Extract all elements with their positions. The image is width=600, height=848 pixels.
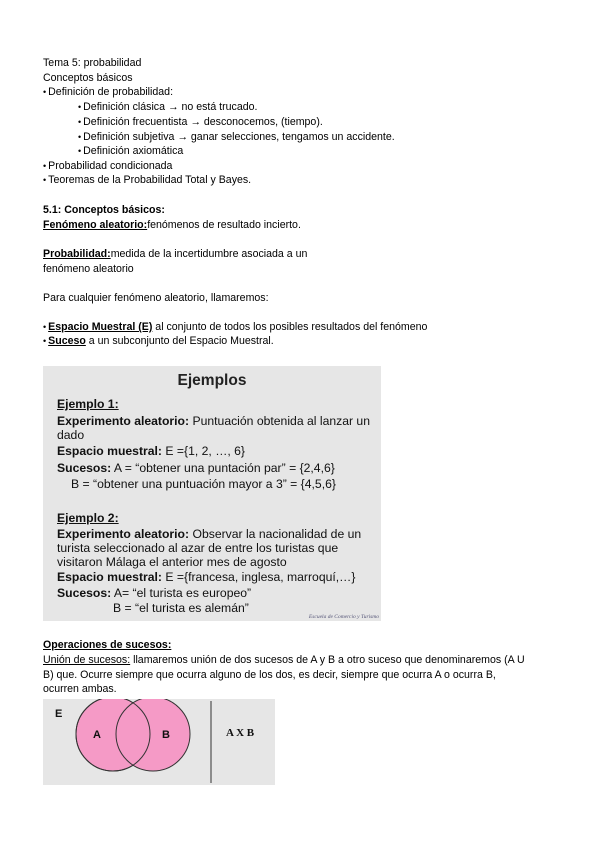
espacio-text: al conjunto de todos los posibles resultados del fenómeno (152, 321, 428, 333)
bullet-condicionada-text: Probabilidad condicionada (48, 160, 173, 172)
ex1-heading (57, 397, 119, 412)
doc-subtitle: Conceptos básicos (43, 72, 133, 84)
ex2-sucesos-a (57, 586, 251, 601)
ex1-exp-text: Puntuación obtenida al lanzar un (189, 414, 370, 428)
ex1-suc-a: A = “obtener una puntación par” = {2,4,6} (111, 461, 335, 475)
ex1-space-label: Espacio muestral: (57, 444, 162, 458)
sub-item-subjetiva: • Definición subjetiva → ganar selecciones, tengamos un accidente. (78, 131, 395, 143)
venn-diagram (43, 699, 275, 785)
bullet-teoremas-text: Teoremas de la Probabilidad Total y Bayes. (48, 174, 252, 186)
probabilidad-definition (43, 248, 307, 261)
ex2-experiment-cont2: visitaron Málaga el anterior mes de agosto (57, 555, 287, 569)
bullet-definicion: • Definición de probabilidad: (43, 86, 174, 98)
bullet-condicionada: • Probabilidad condicionada (43, 160, 173, 172)
examples-title: Ejemplos (177, 372, 247, 389)
venn-label-b: B (162, 729, 170, 741)
ex1-space-text: E ={1, 2, …, 6} (162, 444, 245, 458)
sub-item-text: Definición axiomática (83, 145, 184, 157)
ex1-sucesos-b: B = “obtener una puntuación mayor a 3” = {4,5,6} (71, 477, 336, 491)
ex1-experiment (57, 414, 370, 429)
operations-heading: Operaciones de sucesos: (43, 639, 172, 651)
ex2-experiment-cont: turista seleccionado al azar de entre los turistas que (57, 541, 339, 555)
ex2-suc-label: Sucesos: (57, 586, 112, 600)
doc-title: Tema 5: probabilidad (43, 57, 142, 69)
union-term: Unión de sucesos: (43, 654, 131, 666)
ex2-sucesos-b: B = “el turista es alemán” (113, 601, 249, 615)
ex1-sucesos-a (57, 461, 335, 476)
probabilidad-term: Probabilidad: (43, 248, 111, 260)
suceso-item: • Suceso a un subconjunto del Espacio Muestral. (43, 335, 274, 347)
union-text-cont: B) que. Ocurre siempre que ocurra alguno de los dos, es decir, siempre que ocurra A o ocurra B, (43, 669, 496, 681)
sub-item-frecuentista: • Definición frecuentista → desconocemos, (tiempo). (78, 116, 323, 128)
ex2-heading (57, 511, 119, 526)
fenomeno-definition (43, 219, 301, 232)
ex1-experiment-cont: dado (57, 428, 85, 442)
sub-item-text: Definición clásica → no está trucado. (83, 101, 258, 113)
intro-text: Para cualquier fenómeno aleatorio, llamaremos: (43, 292, 269, 304)
ex1-space (57, 444, 245, 459)
bullet-teoremas: • Teoremas de la Probabilidad Total y Bayes. (43, 174, 252, 186)
union-definition (43, 654, 525, 667)
ex2-space-text: E ={francesa, inglesa, marroquí,…} (162, 570, 356, 584)
venn-operation-label: A X B (226, 727, 255, 739)
suceso-term: Suceso (48, 335, 86, 347)
venn-svg (43, 699, 275, 785)
sub-item-clasica: • Definición clásica → no está trucado. (78, 101, 258, 113)
ex2-heading-text: Ejemplo 2: (57, 511, 119, 525)
espacio-term: Espacio Muestral (E) (48, 321, 153, 333)
union-text-cont2: ocurren ambas. (43, 683, 117, 695)
ex2-space-label: Espacio muestral: (57, 570, 162, 584)
sub-item-text: Definición subjetiva → ganar selecciones, tengamos un accidente. (83, 131, 395, 143)
venn-label-a: A (93, 729, 101, 741)
fenomeno-text: fenómenos de resultado incierto. (147, 219, 301, 231)
ex1-suc-label: Sucesos: (57, 461, 112, 475)
ex1-exp-label: Experimento aleatorio: (57, 414, 190, 428)
sub-item-axiomatica: • Definición axiomática (78, 145, 184, 157)
venn-circle-b (116, 699, 190, 771)
ex2-space (57, 570, 355, 585)
suceso-text: a un subconjunto del Espacio Muestral. (85, 335, 274, 347)
ex2-exp-label: Experimento aleatorio: (57, 527, 190, 541)
probabilidad-text-cont: fenómeno aleatorio (43, 263, 134, 275)
fenomeno-term: Fenómeno aleatorio: (43, 219, 148, 231)
examples-image (43, 366, 381, 621)
ex1-heading-text: Ejemplo 1: (57, 397, 119, 411)
ex2-experiment (57, 527, 361, 542)
bullet-definicion-text: Definición de probabilidad: (48, 86, 174, 98)
ex2-suc-a: A= “el turista es europeo” (111, 586, 252, 600)
section-heading: 5.1: Conceptos básicos: (43, 204, 165, 216)
probabilidad-text: medida de la incertidumbre asociada a un (110, 248, 308, 260)
union-text: llamaremos unión de dos sucesos de A y B a otro suceso que denominaremos (A U (130, 654, 525, 666)
examples-footer: Escuela de Comercio y Turismo (308, 614, 379, 620)
sub-item-text: Definición frecuentista → desconocemos, (tiempo). (83, 116, 323, 128)
espacio-muestral-item: • Espacio Muestral (E) al conjunto de todos los posibles resultados del fenómeno (43, 321, 428, 333)
venn-label-e: E (55, 708, 63, 720)
ex2-exp-text: Observar la nacionalidad de un (189, 527, 362, 541)
